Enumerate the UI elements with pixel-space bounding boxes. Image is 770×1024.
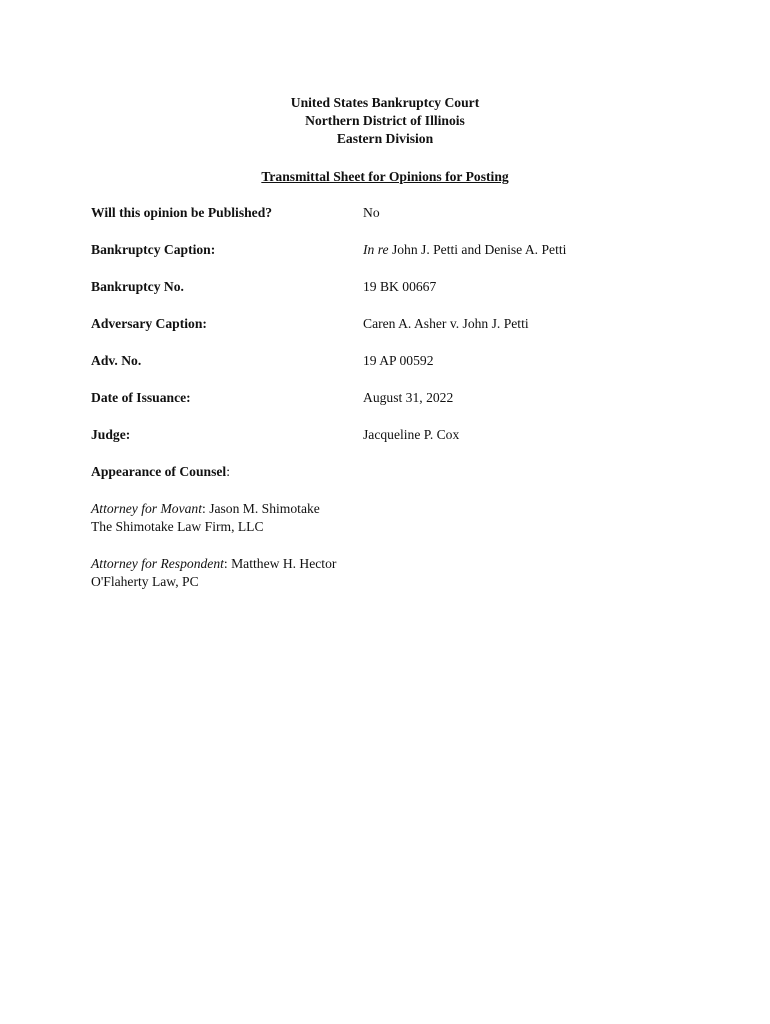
counsel-movant-line	[91, 500, 320, 518]
field-label: Bankruptcy No.	[91, 279, 184, 294]
field-label: Adv. No.	[91, 353, 142, 368]
counsel-role: Attorney for Respondent	[91, 556, 224, 571]
counsel-respondent-line	[91, 555, 336, 573]
field-label: Adversary Caption:	[91, 316, 207, 331]
field-row-published	[91, 204, 711, 241]
field-value: 19 BK 00667	[363, 279, 437, 294]
court-district: Northern District of Illinois	[305, 113, 465, 128]
field-label: Bankruptcy Caption:	[91, 242, 216, 257]
field-value-prefix: In re	[363, 242, 389, 257]
field-row-adversary-caption	[91, 315, 711, 352]
field-row-bankruptcy-caption	[91, 241, 711, 278]
court-name: United States Bankruptcy Court	[290, 95, 480, 110]
field-row-bankruptcy-no	[91, 278, 711, 315]
counsel-heading-colon: :	[226, 464, 230, 479]
counsel-separator: :	[223, 556, 232, 571]
counsel-name: Jason M. Shimotake	[209, 501, 320, 516]
field-value: 19 AP 00592	[363, 353, 434, 368]
field-value: Jacqueline P. Cox	[363, 427, 460, 442]
counsel-movant	[91, 500, 320, 536]
field-value-text: John J. Petti and Denise A. Petti	[388, 242, 567, 257]
counsel-separator: :	[202, 501, 210, 516]
field-row-judge	[91, 426, 711, 463]
counsel-name: Matthew H. Hector	[231, 556, 337, 571]
counsel-role: Attorney for Movant	[91, 501, 202, 516]
field-value: No	[363, 205, 380, 220]
field-row-adv-no	[91, 352, 711, 389]
counsel-firm: O'Flaherty Law, PC	[91, 574, 199, 589]
court-division: Eastern Division	[336, 131, 434, 146]
counsel-respondent	[91, 555, 336, 591]
court-heading	[0, 94, 770, 148]
field-label: Judge:	[91, 427, 131, 442]
counsel-firm: The Shimotake Law Firm, LLC	[91, 519, 264, 534]
field-value: August 31, 2022	[363, 390, 454, 405]
sheet-title: Transmittal Sheet for Opinions for Posting	[261, 169, 509, 184]
field-list	[91, 204, 711, 463]
field-value: Caren A. Asher v. John J. Petti	[363, 316, 529, 331]
counsel-heading	[91, 463, 230, 481]
field-value	[363, 241, 566, 259]
field-label: Date of Issuance:	[91, 390, 191, 405]
counsel-heading-text: Appearance of Counsel	[91, 464, 227, 479]
field-row-date-of-issuance	[91, 389, 711, 426]
field-label: Will this opinion be Published?	[91, 205, 273, 220]
